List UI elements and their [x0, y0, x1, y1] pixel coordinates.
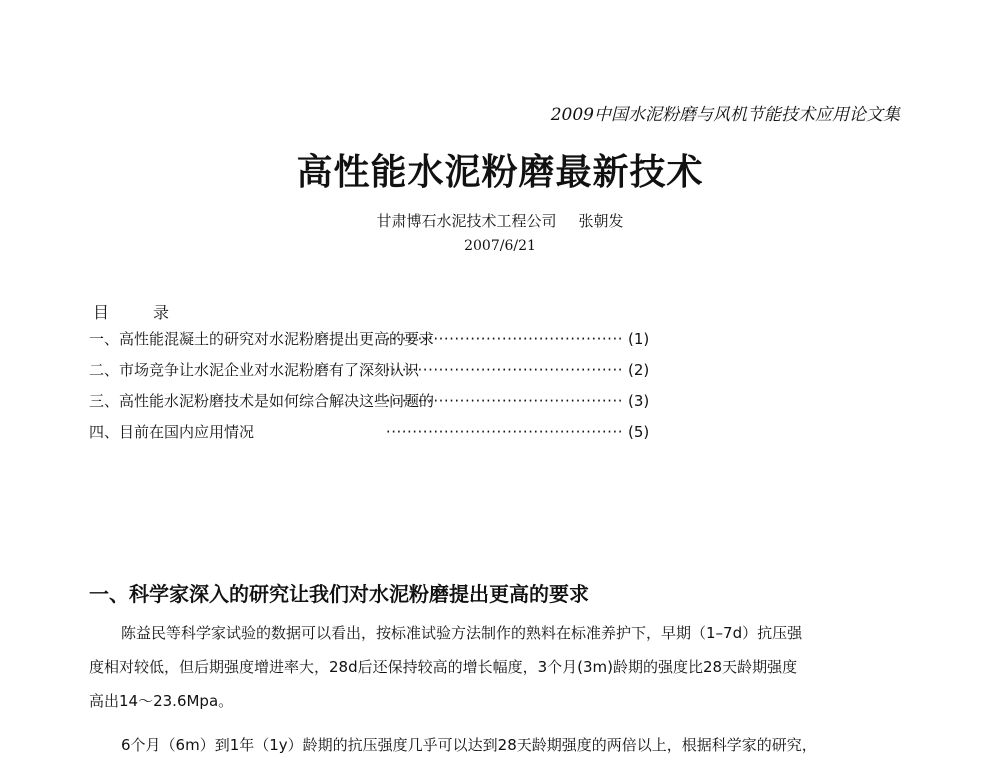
toc-item-page: (1)	[628, 330, 650, 348]
toc-item[interactable]	[89, 421, 669, 452]
toc-leader-dots: ·············································	[385, 392, 623, 410]
paragraph-line: 度相对较低，但后期强度增进率大，28d后还保持较高的增长幅度，3个月(3m)龄期的强度比28天龄期强度	[89, 658, 798, 676]
toc-item[interactable]	[89, 328, 669, 359]
byline	[0, 210, 1000, 231]
body-paragraph	[89, 728, 919, 762]
document-title: 高性能水泥粉磨最新技术	[296, 152, 704, 193]
toc-leader-dots: ·············································	[385, 330, 623, 348]
author-name: 张朝发	[578, 212, 624, 230]
toc-item-text: 二、市场竞争让水泥企业对水泥粉磨有了深刻认识	[89, 361, 420, 379]
toc-heading-char-2: 录	[153, 303, 170, 322]
toc-item[interactable]	[89, 390, 669, 421]
document-date: 2007/6/21	[464, 238, 536, 254]
toc-item[interactable]	[89, 359, 669, 390]
paragraph-line: 6个月（6m）到1年（1y）龄期的抗压强度几乎可以达到28天龄期强度的两倍以上，根据科学家的研究，	[121, 736, 817, 754]
collection-header: 2009中国水泥粉磨与风机节能技术应用论文集	[550, 105, 900, 125]
table-of-contents	[89, 328, 669, 452]
toc-item-text: 三、高性能水泥粉磨技术是如何综合解决这些问题的	[89, 392, 435, 410]
section-heading: 一、科学家深入的研究让我们对水泥粉磨提出更高的要求	[89, 582, 589, 606]
toc-item-page: (3)	[628, 392, 650, 410]
toc-item-text: 一、高性能混凝土的研究对水泥粉磨提出更高的要求	[89, 330, 435, 348]
toc-leader-dots: ·············································	[385, 423, 623, 441]
toc-item-page: (5)	[628, 423, 650, 441]
body-paragraph	[89, 616, 919, 718]
toc-item-page: (2)	[628, 361, 650, 379]
paragraph-line: 陈益民等科学家试验的数据可以看出，按标准试验方法制作的熟料在标准养护下，早期（1–7d）抗压强	[121, 624, 803, 642]
toc-heading-char-1: 目	[93, 303, 110, 322]
toc-heading	[93, 300, 169, 323]
paragraph-line: 高出14～23.6Mpa。	[89, 692, 234, 710]
toc-item-text: 四、目前在国内应用情况	[89, 423, 255, 441]
organization: 甘肃博石水泥技术工程公司	[376, 212, 557, 230]
toc-leader-dots: ·············································	[385, 361, 623, 379]
